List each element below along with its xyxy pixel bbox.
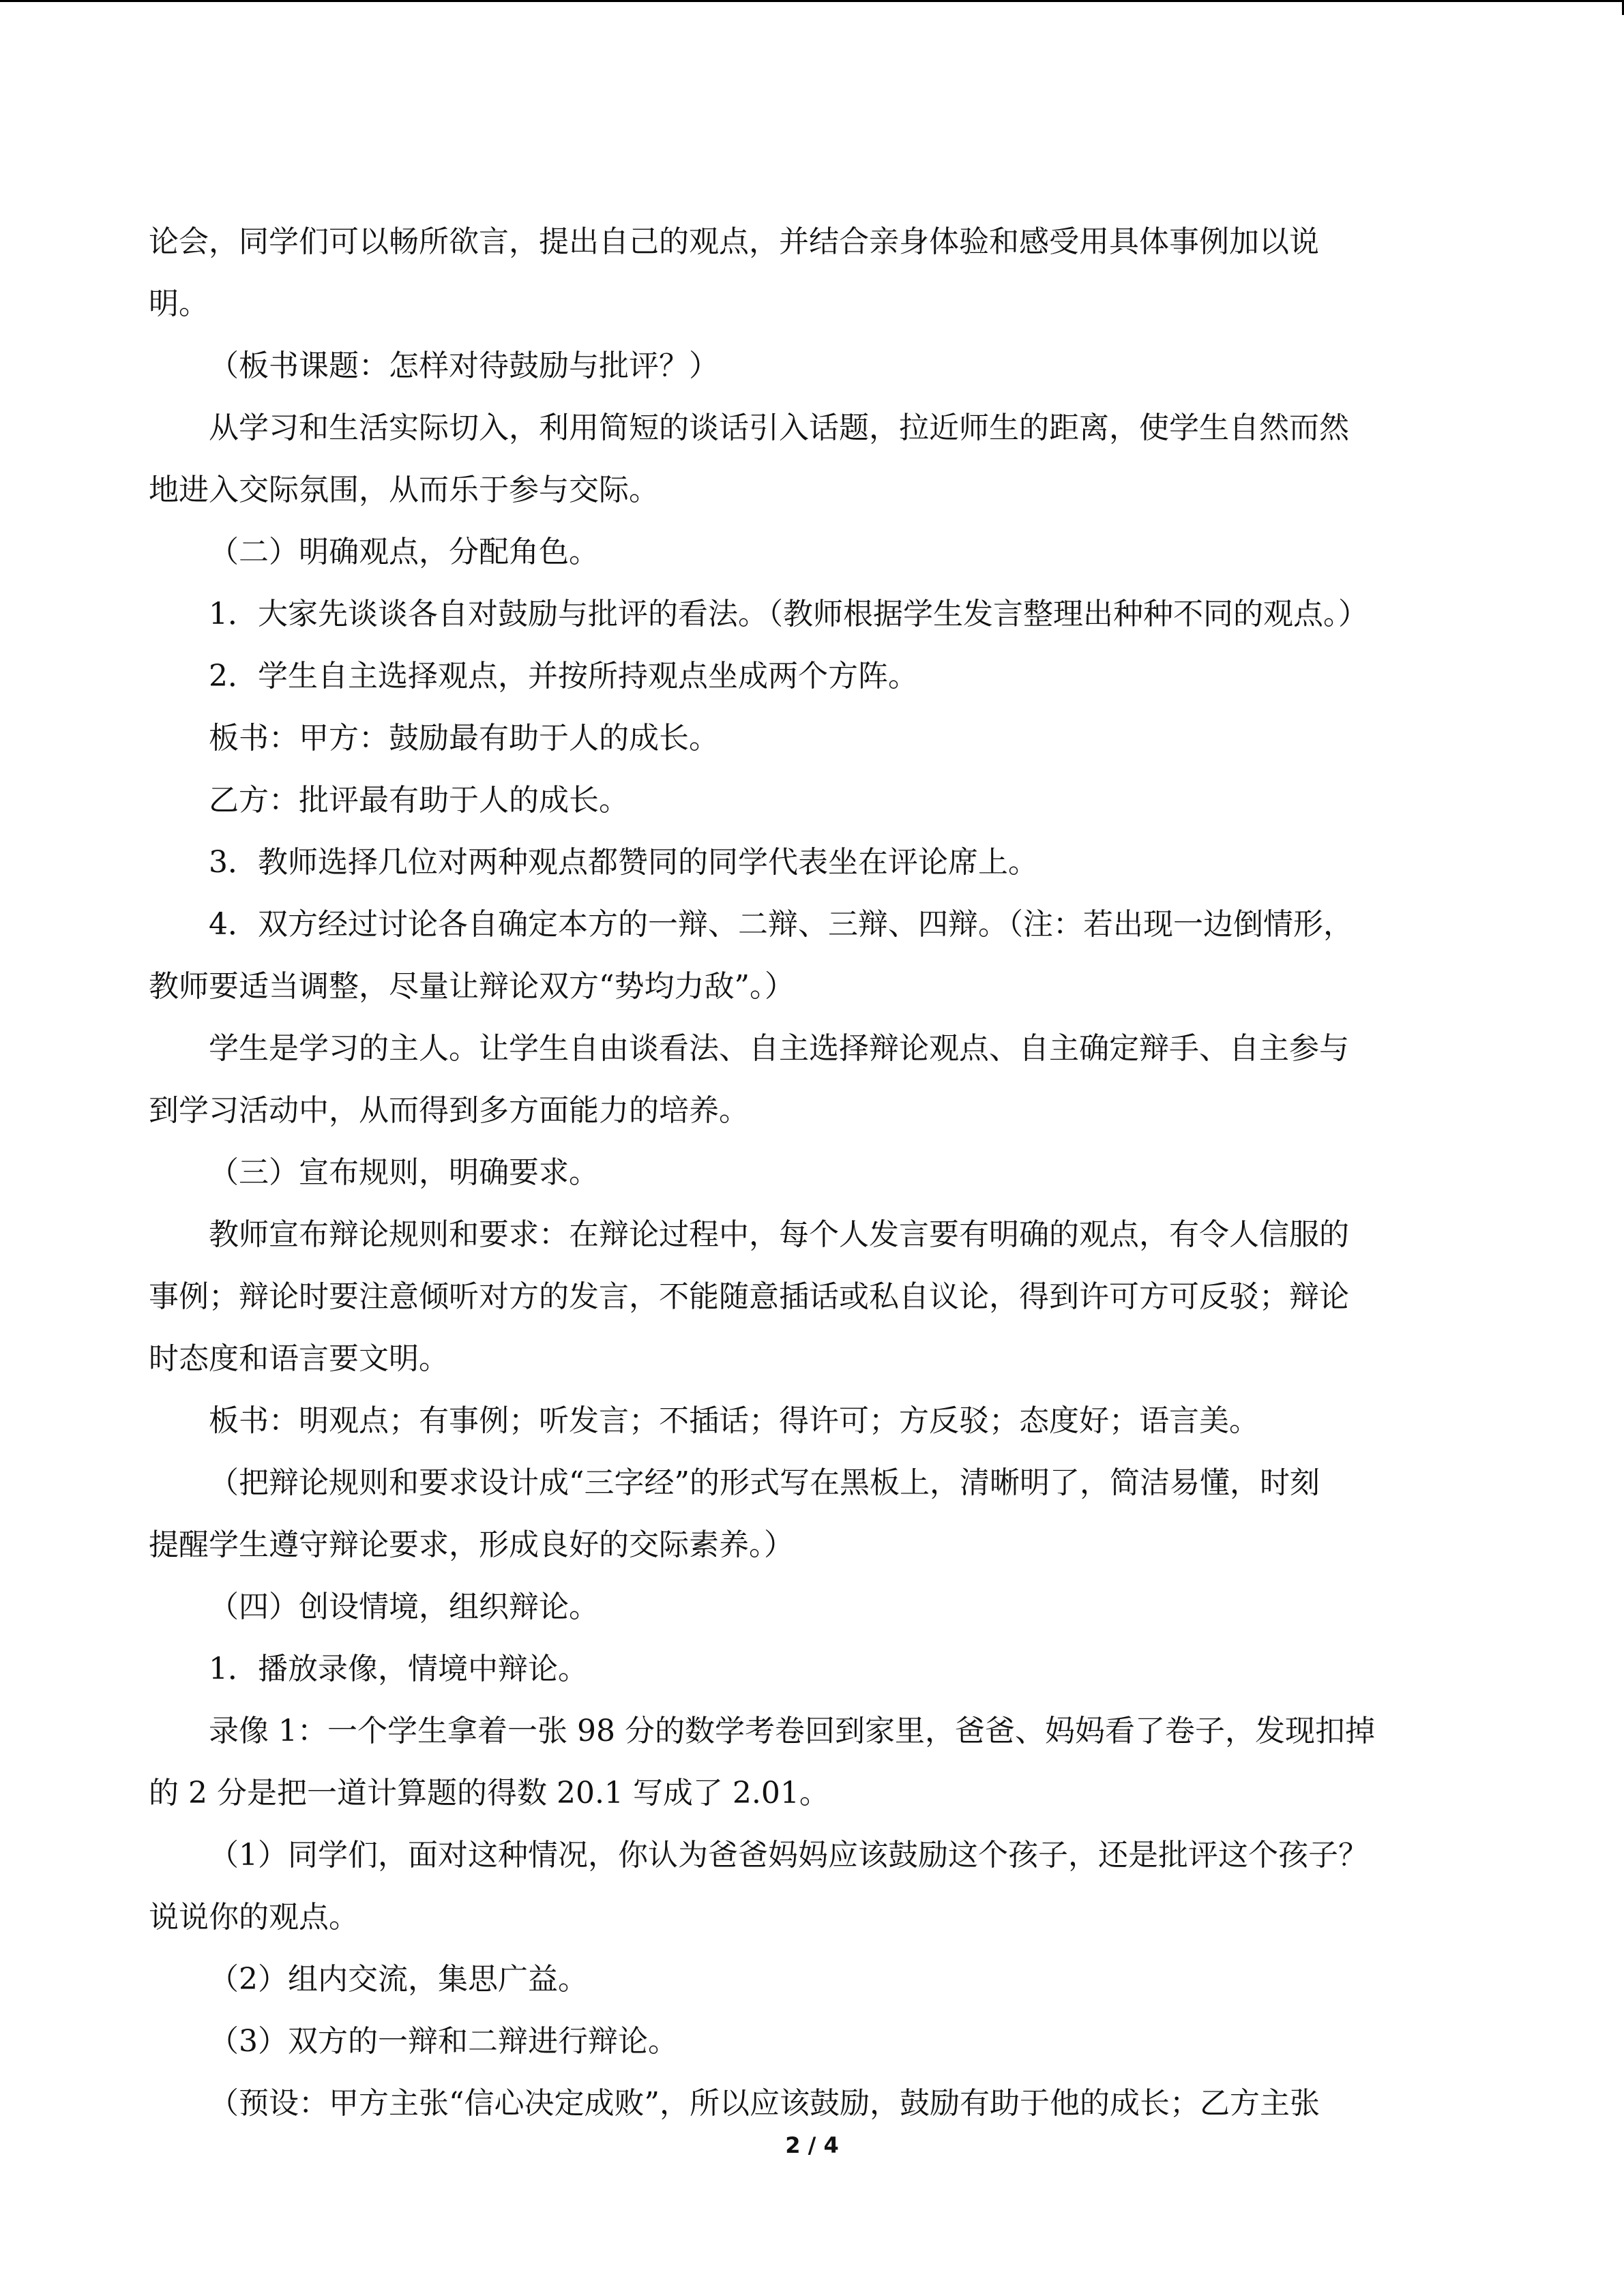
text-line: 从学习和生活实际切入，利用简短的谈话引入话题，拉近师生的距离，使学生自然而然 <box>209 411 1349 445</box>
text-line: 事例；辩论时要注意倾听对方的发言，不能随意插话或私自议论，得到许可方可反驳；辩论 <box>149 1279 1349 1314</box>
text-line: （2）组内交流，集思广益。 <box>209 1962 588 1997</box>
text-line: （把辩论规则和要求设计成“三字经”的形式写在黑板上，清晰明了，简洁易懂，时刻 <box>209 1465 1320 1500</box>
text-line: 提醒学生遵守辩论要求，形成良好的交际素养。） <box>149 1527 794 1562</box>
text-line: 学生是学习的主人。让学生自由谈看法、自主选择辩论观点、自主确定辩手、自主参与 <box>209 1031 1349 1066</box>
text-line: 到学习活动中，从而得到多方面能力的培养。 <box>149 1093 749 1128</box>
text-line: 的 2 分是把一道计算题的得数 20.1 写成了 2.01。 <box>149 1776 829 1810</box>
text-line: 板书：甲方：鼓励最有助于人的成长。 <box>209 721 719 756</box>
text-line: 3．教师选择几位对两种观点都赞同的同学代表坐在评论席上。 <box>209 845 1038 880</box>
text-line: （预设：甲方主张“信心决定成败”，所以应该鼓励，鼓励有助于他的成长；乙方主张 <box>209 2086 1320 2121</box>
text-line: 录像 1：一个学生拿着一张 98 分的数学考卷回到家里，爸爸、妈妈看了卷子，发现扣掉 <box>209 1714 1375 1748</box>
text-line: （板书课题：怎样对待鼓励与批评？） <box>209 348 719 383</box>
page-number: 2 / 4 <box>785 2132 839 2158</box>
text-line: 说说你的观点。 <box>149 1900 359 1935</box>
text-line: 1．大家先谈谈各自对鼓励与批评的看法。（教师根据学生发言整理出种种不同的观点。） <box>209 597 1368 631</box>
text-line: 明。 <box>149 286 209 321</box>
document-body <box>149 211 1479 2134</box>
text-line: 论会，同学们可以畅所欲言，提出自己的观点，并结合亲身体验和感受用具体事例加以说 <box>149 224 1319 259</box>
text-line: （3）双方的一辩和二辩进行辩论。 <box>209 2024 678 2059</box>
text-line: 乙方：批评最有助于人的成长。 <box>209 783 629 818</box>
text-line: 板书：明观点；有事例；听发言；不插话；得许可；方反驳；态度好；语言美。 <box>209 1403 1259 1438</box>
text-line: 2．学生自主选择观点，并按所持观点坐成两个方阵。 <box>209 659 918 694</box>
text-line: 时态度和语言要文明。 <box>149 1341 449 1376</box>
text-line: 1．播放录像，情境中辩论。 <box>209 1652 588 1686</box>
top-border-line <box>0 0 1624 2</box>
text-line: 4．双方经过讨论各自确定本方的一辩、二辩、三辩、四辩。（注：若出现一边倒情形， <box>209 907 1353 942</box>
text-line: 教师宣布辩论规则和要求：在辩论过程中，每个人发言要有明确的观点，有令人信服的 <box>209 1217 1349 1252</box>
text-line: （1）同学们，面对这种情况，你认为爸爸妈妈应该鼓励这个孩子，还是批评这个孩子？ <box>209 1838 1368 1873</box>
text-line: （四）创设情境，组织辩论。 <box>209 1590 599 1624</box>
text-line: （三）宣布规则，明确要求。 <box>209 1155 599 1190</box>
text-line: （二）明确观点，分配角色。 <box>209 535 599 569</box>
text-line: 教师要适当调整，尽量让辩论双方“势均力敌”。） <box>149 969 795 1004</box>
text-line: 地进入交际氛围，从而乐于参与交际。 <box>149 473 659 507</box>
